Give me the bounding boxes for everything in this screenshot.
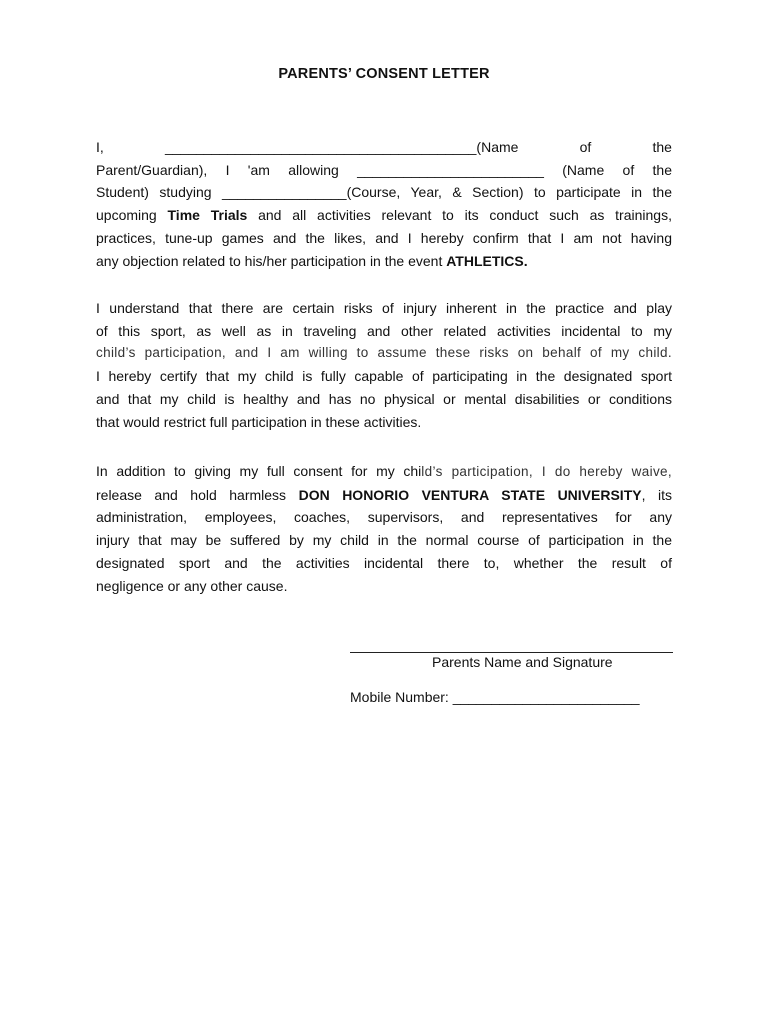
line: negligence or any other cause. <box>96 577 288 594</box>
signature-label: Parents Name and Signature <box>432 654 613 670</box>
line: practices, tune-up games and the likes, and I hereby confirm that I am not having <box>96 229 672 246</box>
line: and that my child is healthy and has no physical or mental disabilities or conditions <box>96 390 672 407</box>
line: In addition to giving my full consent for my child’s participation, I do hereby waive, <box>96 463 673 479</box>
line: upcoming Time Trials and all activities relevant to its conduct such as trainings, <box>96 207 672 224</box>
mobile-number-blank[interactable]: ________________________ <box>452 689 640 705</box>
guardian-name-blank[interactable]: ________________________________________(Name <box>164 139 519 155</box>
risk-paragraph <box>96 297 672 433</box>
mobile-number-label: Mobile Number: <box>350 689 453 705</box>
line: Student) studying ________________(Course, Year, & Section) to participate in the <box>96 184 672 201</box>
line: I understand that there are certain risks of injury inherent in the practice and play <box>96 300 672 316</box>
line: I hereby certify that my child is fully capable of participating in the designated sport <box>96 368 672 385</box>
line: release and hold harmless DON HONORIO VENTURA STATE UNIVERSITY, its <box>96 486 672 503</box>
line: injury that may be suffered by my child in the normal course of participation in the <box>96 532 672 549</box>
word-of: of <box>579 139 592 155</box>
line: of this sport, as well as in traveling and other related activities incidental to my <box>96 322 672 339</box>
line: that would restrict full participation in these activities. <box>96 413 422 430</box>
consent-paragraph <box>96 136 672 272</box>
line: child’s participation, and I am willing to assume these risks on behalf of my child. <box>96 345 672 361</box>
university-name: DON HONORIO VENTURA STATE UNIVERSITY <box>298 486 642 503</box>
word-the: the <box>652 139 672 155</box>
line: Parent/Guardian), I 'am allowing ________________________ (Name of the <box>96 161 672 178</box>
pronoun: I, <box>96 139 104 155</box>
waiver-paragraph <box>96 460 672 597</box>
line: designated sport and the activities incidental there to, whether the result of <box>96 554 672 571</box>
signature-line[interactable] <box>350 652 673 653</box>
document-title: PARENTS’ CONSENT LETTER <box>278 66 490 82</box>
line: any objection related to his/her participation in the event ATHLETICS. <box>96 252 528 269</box>
mobile-number-field[interactable] <box>350 689 640 705</box>
line <box>96 136 672 159</box>
line: administration, employees, coaches, supervisors, and representatives for any <box>96 509 672 526</box>
event-name: Time Trials <box>167 207 248 224</box>
event-category: ATHLETICS. <box>446 252 528 269</box>
